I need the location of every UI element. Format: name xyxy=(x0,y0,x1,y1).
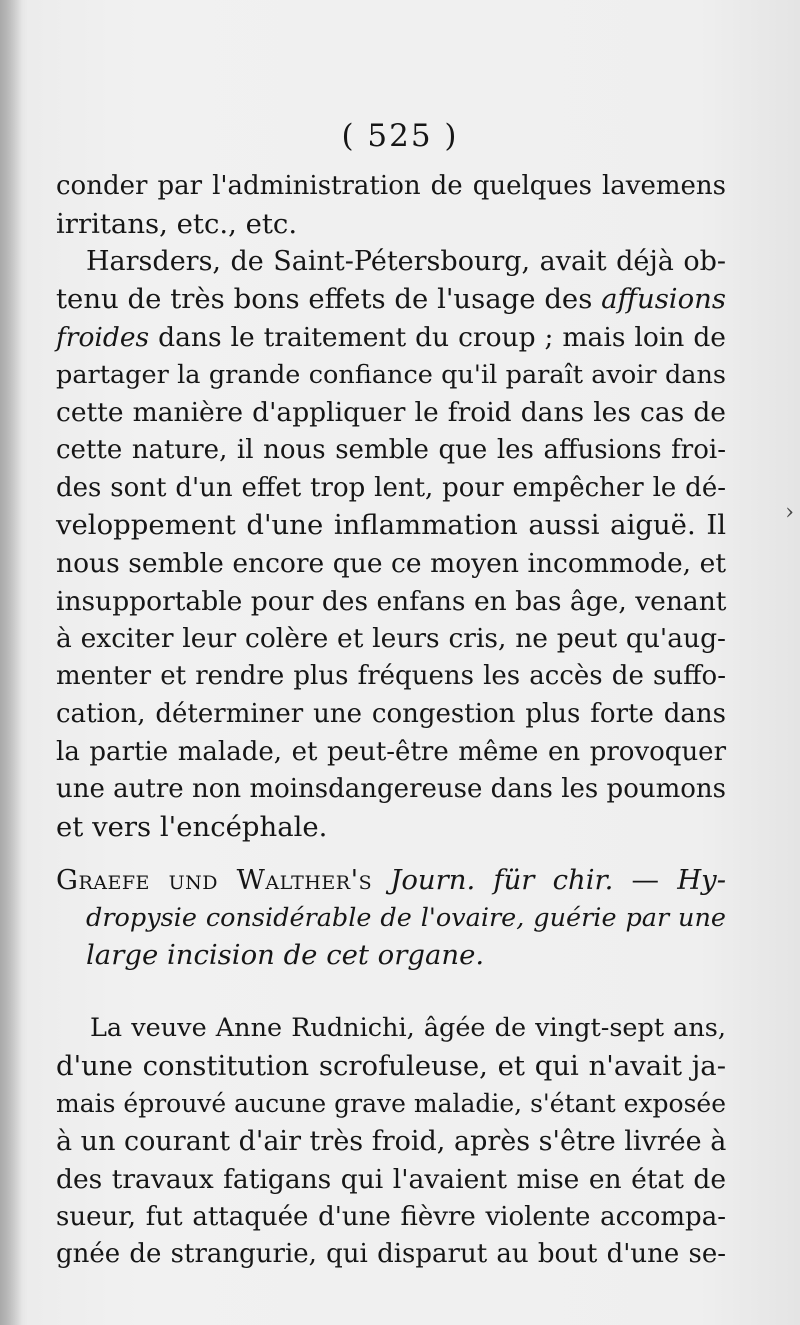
text-line: d'une constitution scrofuleuse, et qui n'avait ja- xyxy=(56,1049,726,1082)
binding-shadow xyxy=(0,0,22,1325)
text-line: irritans, etc., etc. xyxy=(56,207,298,240)
text-line: cette nature, il nous semble que les affusions froi- xyxy=(56,434,726,465)
text-line: conder par l'administration de quelques lavemens xyxy=(56,171,726,201)
header-title-start: Hy- xyxy=(677,864,727,896)
text-line: La veuve Anne Rudnichi, âgée de vingt-sept ans, xyxy=(90,1013,726,1043)
text-line: à exciter leur colère et leurs cris, ne peut qu'aug- xyxy=(56,623,726,655)
margin-mark: › xyxy=(785,500,794,525)
text-line: menter et rendre plus fréquens les accès de suffo- xyxy=(56,661,726,692)
text-line: mais éprouvé aucune grave maladie, s'étant exposée xyxy=(56,1089,726,1119)
text-line: nous semble encore que ce moyen incommode, et xyxy=(56,548,726,580)
text-line xyxy=(56,281,726,319)
text-line: veloppement d'une inflammation aussi aiguë. Il xyxy=(56,509,726,542)
text-line: gnée de strangurie, qui disparut au bout d'une se- xyxy=(56,1239,726,1270)
text-line: insupportable pour des enfans en bas âge, venant xyxy=(56,585,727,617)
header-line: large incision de cet organe. xyxy=(86,939,485,972)
text-line: la partie malade, et peut-être même en provoquer xyxy=(56,736,726,767)
text-block-2 xyxy=(56,1010,726,1274)
header-authors: Graefe und Walther's xyxy=(56,864,373,896)
text-line: cette manière d'appliquer le froid dans les cas de xyxy=(56,397,726,429)
text-block-1 xyxy=(56,168,726,847)
italic-run: affusions xyxy=(601,283,726,316)
text-line: et vers l'encéphale. xyxy=(56,810,328,843)
header-line: dropysie considérable de l'ovaire, guérie par une xyxy=(86,902,726,933)
text-run: tenu de très bons effets de l'usage des xyxy=(56,283,602,316)
text-run: dans le traitement du croup ; mais loin de xyxy=(149,321,726,353)
italic-run: froides xyxy=(56,321,150,353)
text-line: une autre non moinsdangereuse dans les poumons xyxy=(56,774,726,805)
text-line xyxy=(56,319,726,357)
header-line xyxy=(56,862,726,900)
article-header xyxy=(56,862,726,975)
text-line: à un courant d'air très froid, après s'être livrée à xyxy=(56,1126,727,1158)
text-line: des sont d'un effet trop lent, pour empêcher le dé- xyxy=(56,472,726,503)
text-line: Harsders, de Saint-Pétersbourg, avait déjà ob- xyxy=(86,246,726,278)
text-line: des travaux fatigans qui l'avaient mise en état de xyxy=(56,1163,726,1195)
header-journal: Journ. für chir. xyxy=(390,864,614,896)
header-dash: — xyxy=(613,864,678,896)
text-line: sueur, fut attaquée d'une fièvre violente accompa- xyxy=(56,1201,726,1232)
page-number: ( 525 ) xyxy=(341,118,459,154)
text-line: partager la grande confiance qu'il paraît avoir dans xyxy=(56,359,726,390)
text-line: cation, déterminer une congestion plus forte dans xyxy=(56,698,726,729)
